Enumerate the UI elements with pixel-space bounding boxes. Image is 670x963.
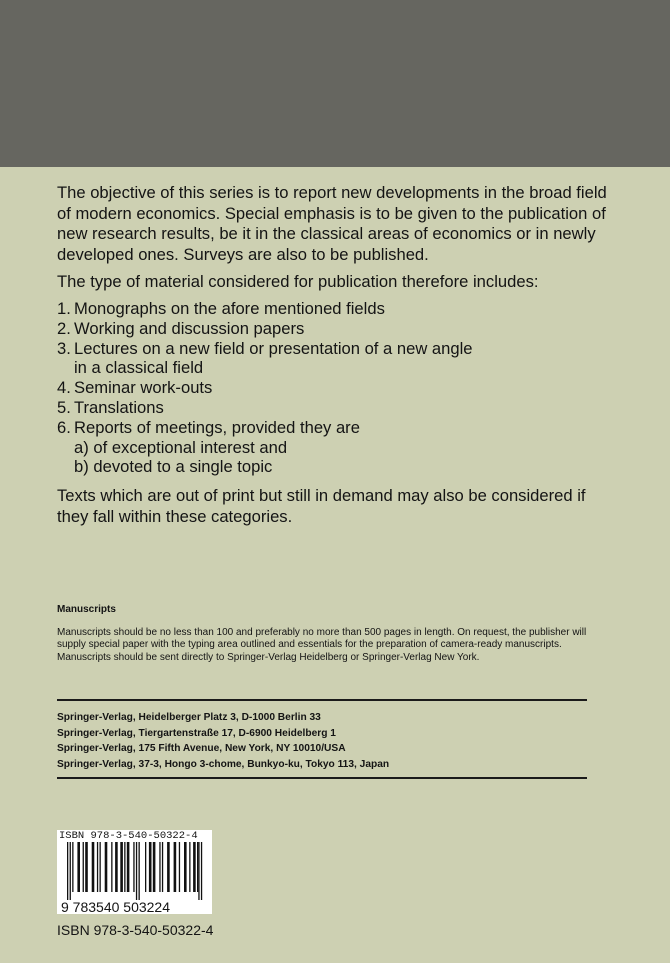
barcode-bar — [184, 842, 187, 892]
barcode-bar — [77, 842, 80, 892]
barcode-bar — [72, 842, 73, 892]
header-band — [0, 0, 670, 167]
manuscripts-heading: Manuscripts — [57, 604, 116, 615]
barcode-bar — [111, 842, 112, 892]
closing-paragraph: Texts which are out of print but still in demand may also be considered if they fall within these categories. — [57, 486, 586, 526]
material-list — [57, 299, 617, 477]
barcode-bar — [167, 842, 170, 892]
barcode-bar — [139, 842, 140, 900]
publisher-addresses — [57, 710, 389, 772]
barcode-bar — [100, 842, 101, 892]
barcode-bar — [120, 842, 123, 892]
isbn-text: ISBN 978-3-540-50322-4 — [57, 922, 214, 938]
barcode-bar — [105, 842, 108, 892]
address-line: Springer-Verlag, Tiergartenstraße 17, D-6900 Heidelberg 1 — [57, 727, 336, 739]
address-line: Springer-Verlag, Heidelberger Platz 3, D-1000 Berlin 33 — [57, 712, 321, 723]
barcode-bar — [159, 842, 160, 892]
list-item: 6. Reports of meetings, provided they are a) of exceptional interest and b) devoted to a single topic — [57, 417, 360, 477]
barcode-isbn-label: ISBN 978-3-540-50322-4 — [59, 830, 198, 842]
address-line: Springer-Verlag, 37-3, Hongo 3-chome, Bunkyo-ku, Tokyo 113, Japan — [57, 758, 390, 770]
barcode-bar — [83, 842, 84, 892]
list-item: 4. Seminar work-outs — [57, 378, 213, 398]
barcode-bar — [127, 842, 130, 892]
barcode-bar — [85, 842, 88, 892]
barcode-bar — [179, 842, 180, 892]
material-intro-paragraph: The type of material considered for publication therefore includes: — [57, 272, 539, 291]
barcode-bar — [174, 842, 177, 892]
list-item: 5. Translations — [57, 397, 164, 417]
address-line: Springer-Verlag, 175 Fifth Avenue, New York, NY 10010/USA — [57, 743, 346, 754]
divider-bottom — [57, 777, 587, 779]
list-item: 2. Working and discussion papers — [57, 318, 305, 338]
barcode-bar — [201, 842, 202, 900]
barcode-bar — [198, 842, 199, 900]
barcode-bar — [153, 842, 156, 892]
barcode-digits: 9 783540 503224 — [61, 899, 170, 915]
manuscripts-text: Manuscripts should be no less than 100 and preferably no more than 500 pages in length. On request, the publisher will supply special paper with the typing area outlined and essentials for the preparation of camera-ready manuscripts. Manuscripts should be sent directly to Springer-Verlag Heidelberg or Springer-Verlag New York. — [57, 627, 587, 663]
list-item: 1. Monographs on the afore mentioned fields — [57, 299, 385, 318]
barcode-bar — [149, 842, 152, 892]
series-objective-paragraph: The objective of this series is to report new developments in the broad field of modern economics. Special emphasis is to be given to the publication of new research results, be it in the classical areas of economics or in newly developed ones. Surveys are also to be published. — [57, 183, 607, 264]
barcode-bar — [97, 842, 98, 892]
list-item: 3. Lectures on a new field or presentation of a new angle in a classical field — [57, 338, 473, 378]
divider-top — [57, 699, 587, 701]
barcode — [57, 830, 212, 914]
barcode-bars — [57, 842, 212, 900]
barcode-bar — [197, 842, 198, 892]
barcode-bar — [193, 842, 196, 892]
barcode-bar — [162, 842, 163, 892]
barcode-bar — [145, 842, 146, 892]
barcode-bar — [67, 842, 68, 900]
barcode-bar — [70, 842, 71, 900]
barcode-bar — [124, 842, 125, 892]
barcode-bar — [189, 842, 190, 892]
barcode-bar — [133, 842, 134, 892]
barcode-bar — [115, 842, 118, 892]
barcode-bar — [92, 842, 95, 892]
barcode-bar — [136, 842, 137, 900]
